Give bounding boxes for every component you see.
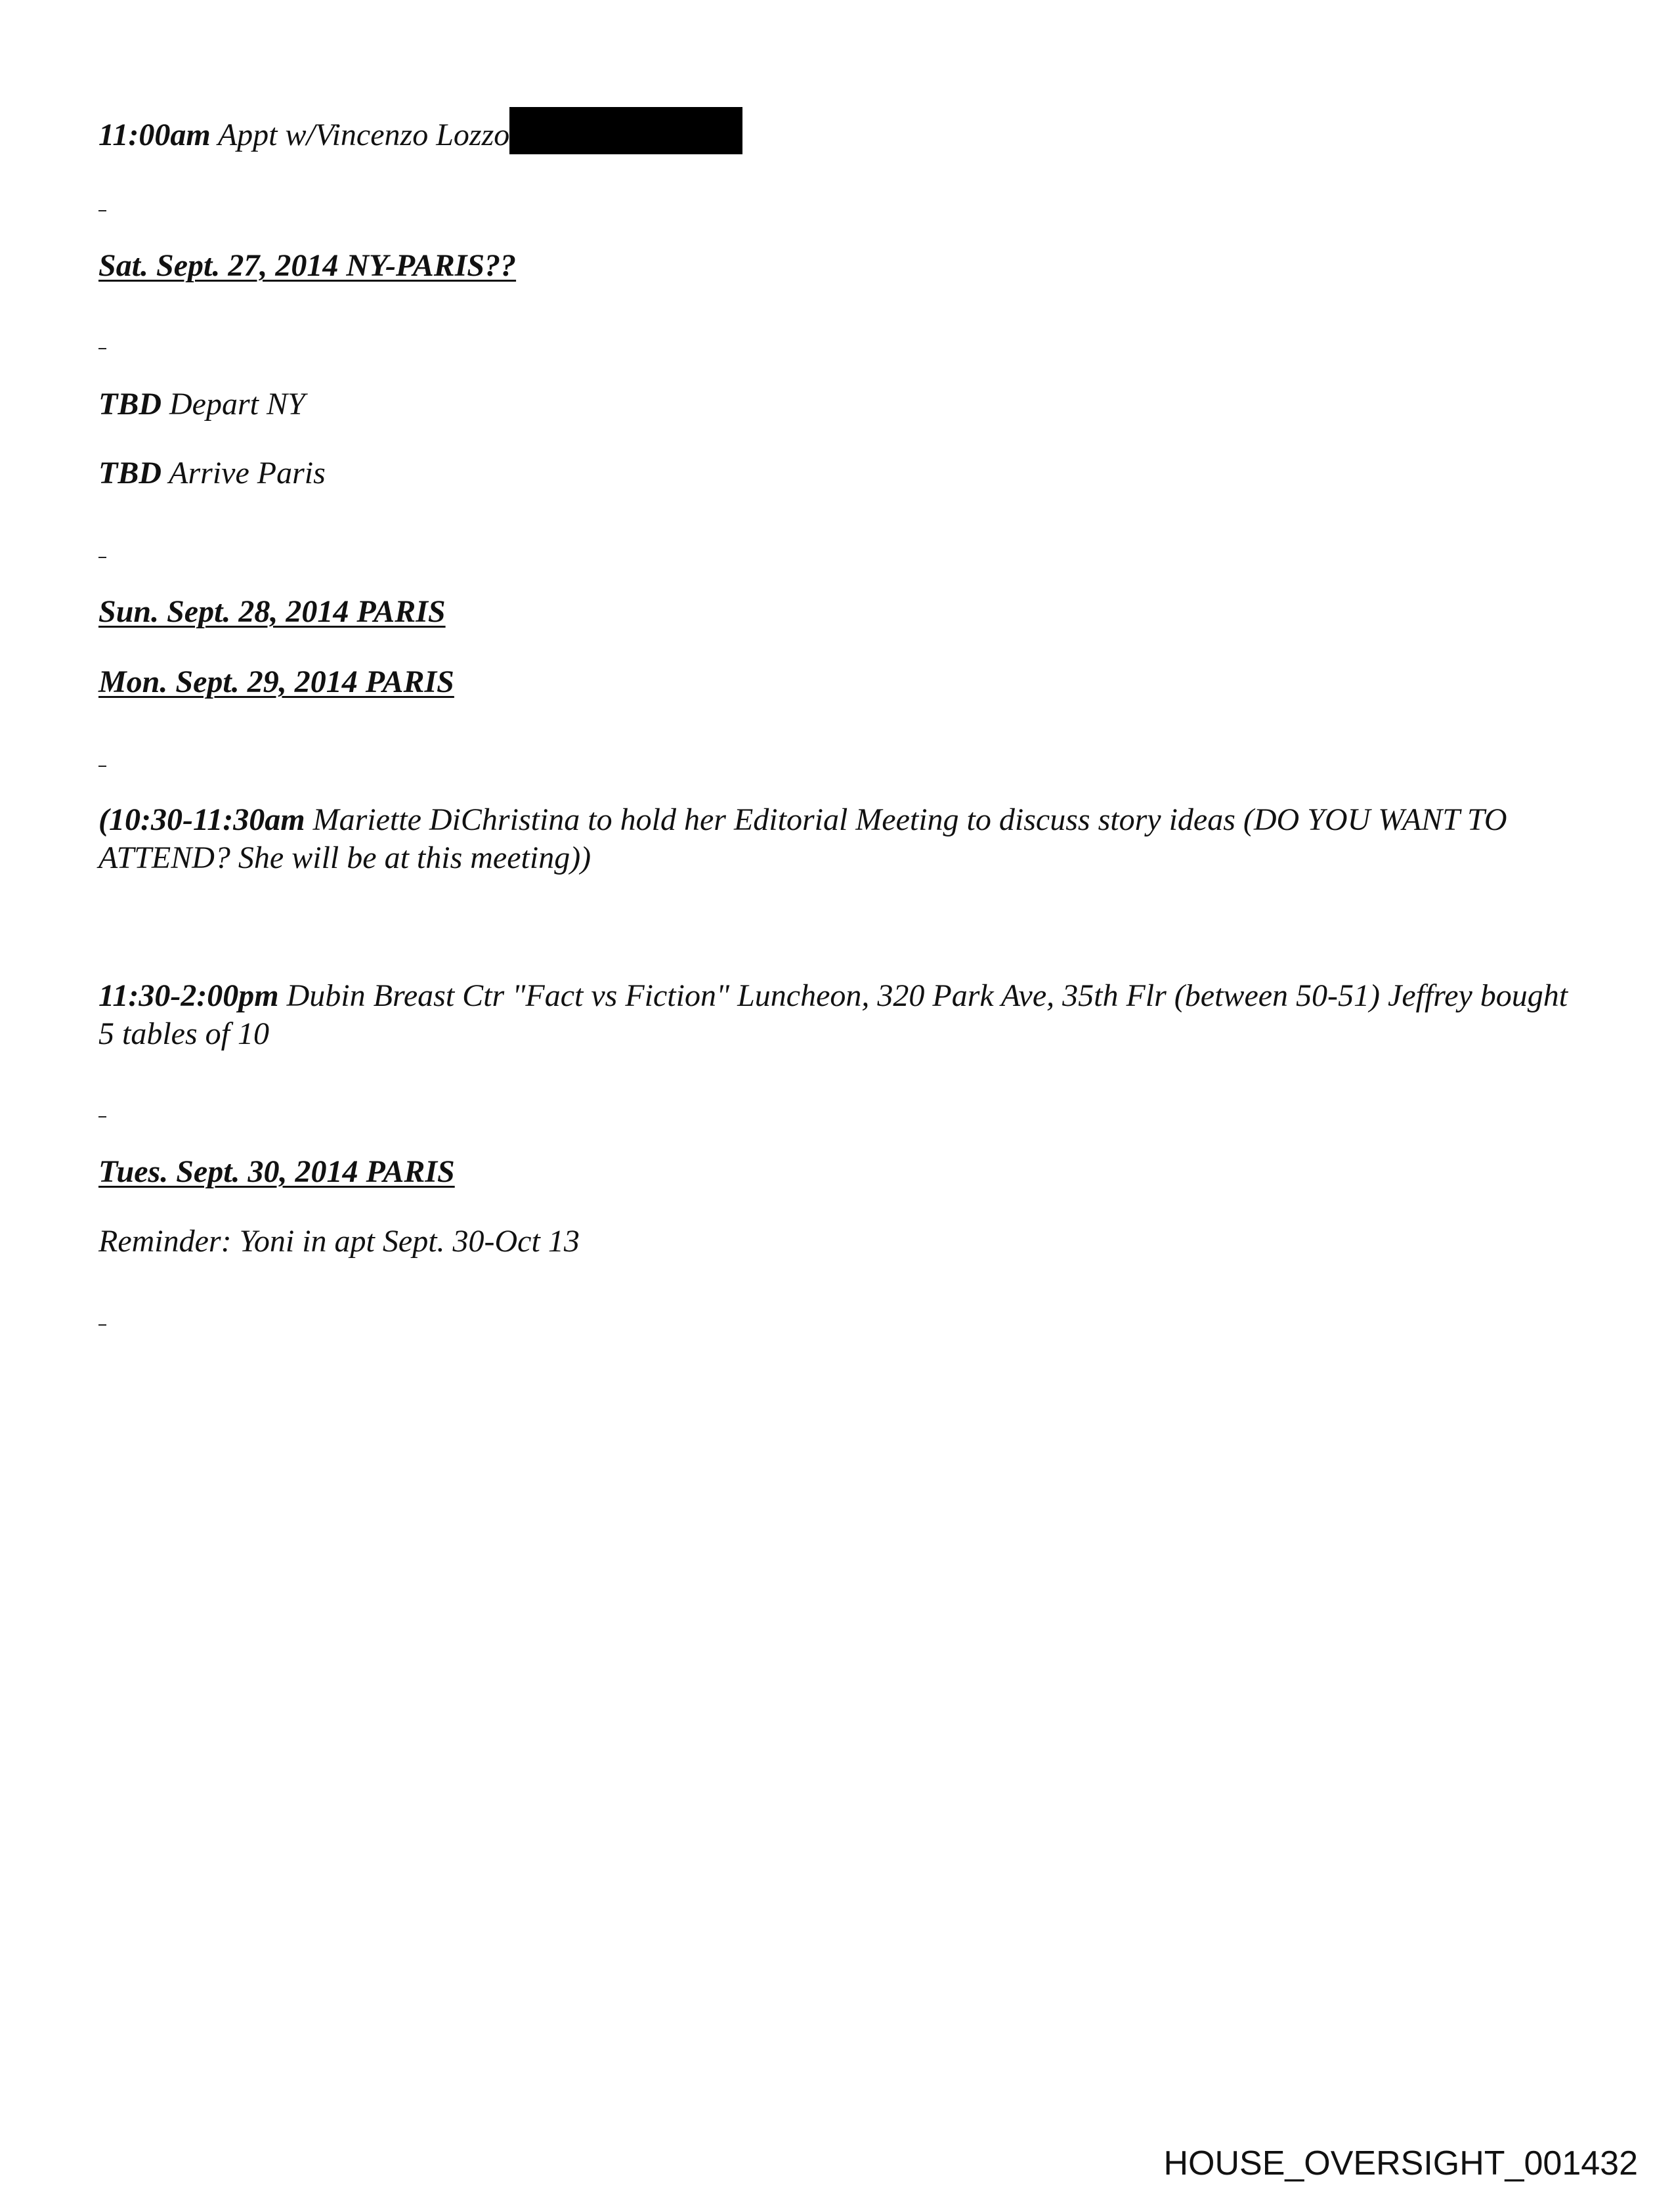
- luncheon-time: 11:30-2:00pm: [98, 978, 279, 1013]
- depart-text: Depart NY: [169, 387, 305, 422]
- reminder-entry: [98, 1223, 580, 1261]
- saturday-heading-line: [98, 247, 516, 285]
- reminder-text: Reminder: Yoni in apt Sept. 30-Oct 13: [98, 1224, 580, 1259]
- separator-dash: [98, 1324, 106, 1326]
- bates-number: HOUSE_OVERSIGHT_001432: [1163, 2144, 1638, 2182]
- separator-dash: [98, 766, 106, 767]
- monday-heading-line: [98, 663, 454, 701]
- editorial-meeting-time: (10:30-11:30am: [98, 802, 305, 837]
- appointment-time: 11:00am: [98, 118, 211, 152]
- appointment-entry: [98, 107, 742, 154]
- tuesday-heading-line: [98, 1153, 455, 1191]
- arrive-time: TBD: [98, 456, 161, 490]
- date-heading-sat: Sat. Sept. 27, 2014 NY-PARIS??: [98, 248, 517, 283]
- separator-dash: [98, 348, 106, 349]
- date-heading-sun: Sun. Sept. 28, 2014 PARIS: [98, 594, 446, 629]
- editorial-meeting-entry: [98, 801, 1576, 877]
- depart-time: TBD: [98, 387, 161, 422]
- date-heading-mon: Mon. Sept. 29, 2014 PARIS: [98, 664, 454, 699]
- luncheon-text: Dubin Breast Ctr "Fact vs Fiction" Luncheon, 320 Park Ave, 35th Flr (between 50-51) Jeffrey bought 5 tables of 10: [98, 978, 1568, 1051]
- arrive-entry: [98, 454, 326, 492]
- depart-entry: [98, 385, 305, 423]
- separator-dash: [98, 557, 106, 558]
- arrive-text: Arrive Paris: [169, 456, 326, 490]
- date-heading-tue: Tues. Sept. 30, 2014 PARIS: [98, 1154, 455, 1189]
- appointment-text: Appt w/Vincenzo Lozzo: [217, 118, 510, 152]
- redaction-box: [509, 107, 742, 154]
- editorial-meeting-text: Mariette DiChristina to hold her Editorial Meeting to discuss story ideas (DO YOU WANT TO ATTEND? She will be at this meeting)): [98, 802, 1507, 875]
- luncheon-entry: [98, 977, 1576, 1053]
- separator-dash: [98, 210, 106, 211]
- sunday-heading-line: [98, 593, 446, 631]
- separator-dash: [98, 1116, 106, 1117]
